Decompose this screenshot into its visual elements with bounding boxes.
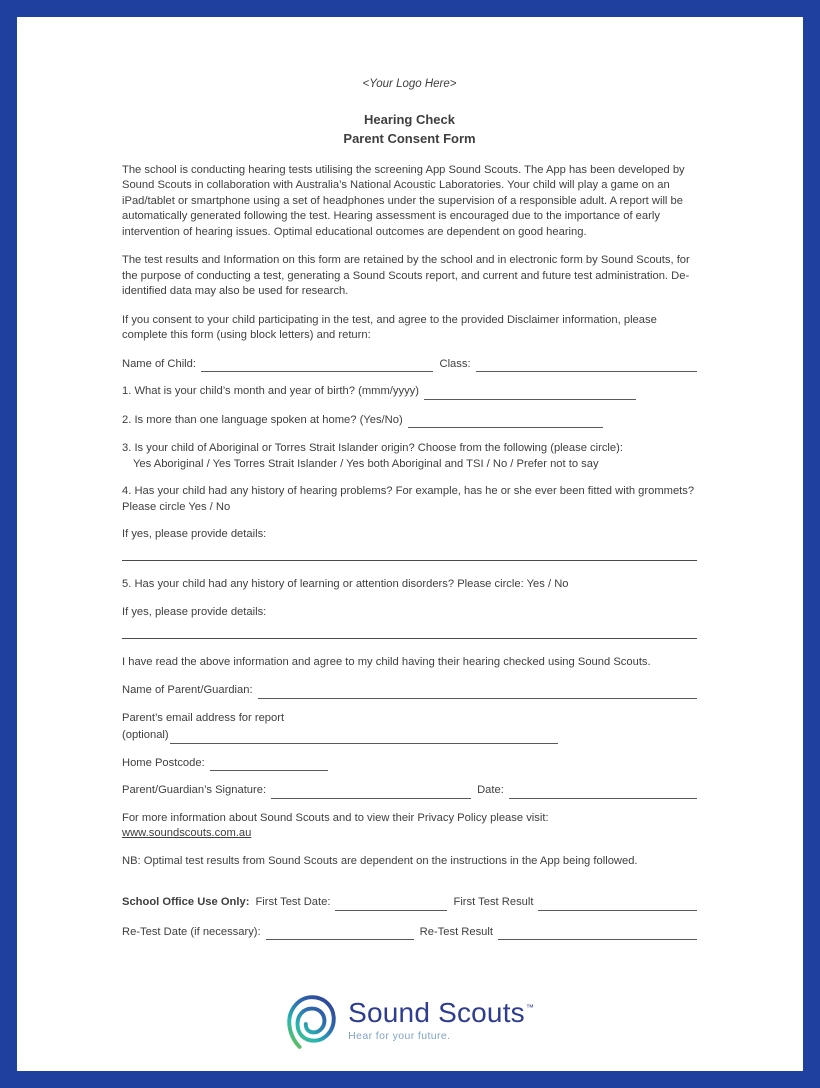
office-first-test-row: [122, 895, 697, 911]
soundscouts-privacy-link[interactable]: www.soundscouts.com.au: [122, 827, 252, 839]
question-2-label: 2. Is more than one language spoken at home? (Yes/No): [122, 413, 403, 426]
nb-note: NB: Optimal test results from Sound Scouts are dependent on the instructions in the App being followed.: [122, 854, 638, 867]
form-title: [122, 110, 697, 148]
brand-tagline: Hear for your future.: [348, 1029, 451, 1042]
question-5-details-line: [122, 638, 697, 639]
email-label: Parent’s email address for report: [122, 711, 285, 724]
soundscouts-brand-footer: [122, 992, 697, 1050]
name-of-child-label: Name of Child:: [122, 357, 196, 370]
first-test-result-blank-line: [538, 898, 697, 911]
date-label: Date:: [477, 784, 504, 796]
email-block: [122, 711, 697, 744]
retest-date-label: Re-Test Date (if necessary):: [122, 925, 261, 938]
email-blank-line: [170, 731, 558, 744]
postcode-row: [122, 756, 697, 772]
question-2-blank-line: [408, 415, 603, 428]
email-optional-label: (optional): [122, 729, 169, 741]
postcode-label: Home Postcode:: [122, 756, 205, 769]
first-test-date-label: First Test Date:: [255, 896, 331, 908]
paragraph-intro: The school is conducting hearing tests utilising the screening App Sound Scouts. The App has been developed by Sound Scouts in collaboration with Australia’s National Acoustic Laboratories. Your child will play a game on an iPad/tablet or smartphone using a set of headphones under the supervision of a responsible adult. A report will be automatically generated following the test. Hearing assessment is encouraged due to the importance of early intervention of hearing issues. Optimal educational outcomes are dependent on good hearing.: [122, 163, 685, 238]
retest-result-blank-line: [498, 927, 697, 940]
question-3-label: 3. Is your child of Aboriginal or Torres Strait Islander origin? Choose from the following (please circle):: [122, 442, 623, 454]
paragraph-data-retention: The test results and Information on this form are retained by the school and in electronic form by Sound Scouts, for the purpose of conducting a test, generating a Sound Scouts report, and current and future test administration. De-identified data may also be used for research.: [122, 254, 690, 297]
question-1-blank-line: [424, 387, 636, 400]
first-test-result-label: First Test Result: [453, 896, 534, 908]
signature-label: Parent/Guardian’s Signature:: [122, 784, 267, 796]
signature-row: [122, 783, 697, 799]
agreement-statement: I have read the above information and agree to my child having their hearing checked using Sound Scouts.: [122, 655, 651, 668]
soundscouts-spiral-icon: [285, 992, 339, 1050]
class-label: Class:: [439, 357, 471, 370]
office-use-heading: School Office Use Only:: [122, 896, 250, 908]
question-5-block: 5. Has your child had any history of learning or attention disorders? Please circle: Yes / No: [122, 577, 569, 590]
first-test-date-blank-line: [335, 898, 447, 911]
consent-form: [17, 17, 803, 1050]
brand-wordmark: Sound Scouts: [348, 996, 525, 1028]
trademark-symbol: ™: [525, 1002, 534, 1012]
question-2-row: [122, 413, 697, 429]
question-3-block: [122, 441, 697, 472]
name-class-row: [122, 357, 697, 373]
class-blank-line: [476, 359, 697, 372]
signature-blank-line: [271, 786, 471, 799]
question-1-row: [122, 384, 697, 400]
parent-name-blank-line: [258, 686, 697, 699]
question-5-details-label: If yes, please provide details:: [122, 606, 267, 618]
question-3-options: Yes Aboriginal / Yes Torres Strait Islander / Yes both Aboriginal and TSI / No / Prefer not to say: [133, 457, 599, 470]
retest-date-blank-line: [266, 927, 414, 940]
name-of-child-blank-line: [201, 359, 433, 372]
office-retest-row: [122, 925, 697, 941]
privacy-block: [122, 811, 697, 842]
question-4-block: 4. Has your child had any history of hearing problems? For example, has he or she ever been fitted with grommets? Please circle Yes / No: [122, 485, 695, 513]
question-4-details-label: If yes, please provide details:: [122, 528, 267, 540]
email-row: [122, 728, 697, 744]
parent-name-row: [122, 683, 697, 699]
form-title-line1: Hearing Check: [363, 111, 456, 127]
form-title-line2: Parent Consent Form: [343, 130, 476, 146]
question-4-details-line: [122, 560, 697, 561]
brand-text-block: [348, 998, 534, 1045]
question-1-label: 1. What is your child’s month and year of birth? (mmm/yyyy): [122, 385, 419, 397]
postcode-blank-line: [210, 758, 328, 771]
paragraph-consent-instruction: If you consent to your child participating in the test, and agree to the provided Disclaimer information, please complete this form (using block letters) and return:: [122, 313, 657, 341]
logo-placeholder-text: <Your Logo Here>: [362, 78, 457, 90]
parent-name-label: Name of Parent/Guardian:: [122, 684, 253, 696]
privacy-info-text: For more information about Sound Scouts and to view their Privacy Policy please visit:: [122, 811, 549, 824]
retest-result-label: Re-Test Result: [419, 925, 494, 938]
date-blank-line: [509, 786, 697, 799]
